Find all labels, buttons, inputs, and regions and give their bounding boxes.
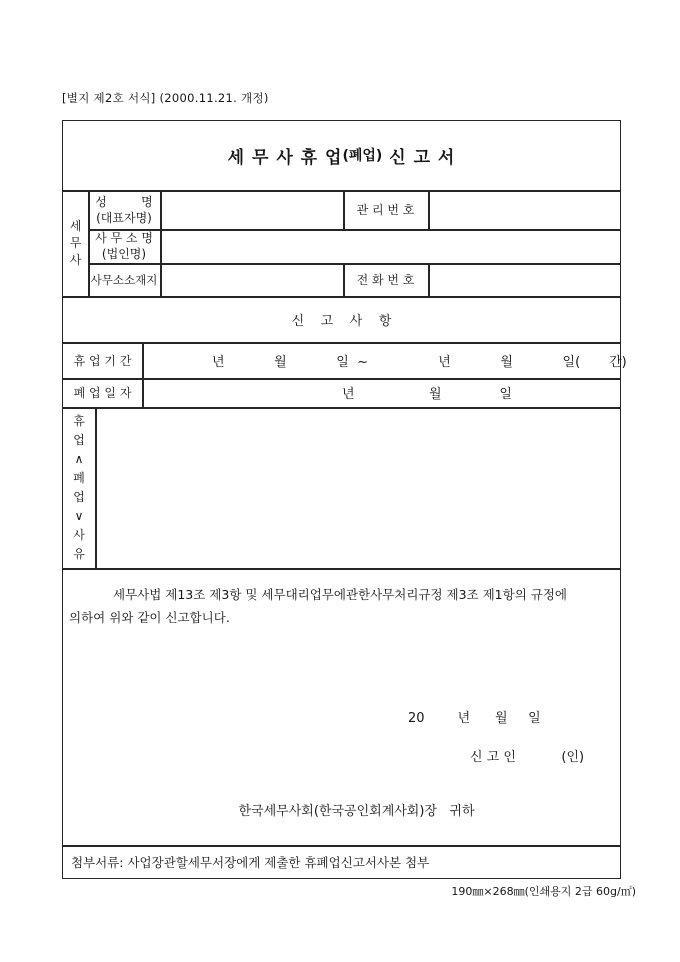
- mgmt-number-value-cell: [428, 190, 620, 229]
- addressee-line: 한국세무사회(한국공인회계사회)장 귀하: [238, 804, 475, 819]
- suspension-period-value: 년 월 일 ~ 년 월 일( 간): [212, 354, 627, 370]
- office-address-label: 사무소소재지: [90, 272, 158, 287]
- suspension-period-label: 휴 업 기 간: [73, 353, 132, 368]
- office-address-value-cell: [160, 263, 343, 296]
- phone-number-label: 전 화 번 호: [356, 273, 415, 287]
- office-name-label-line1: 사 무 소 명: [95, 231, 153, 245]
- office-name-value-cell: [160, 229, 620, 263]
- applicant-group-char: 무: [69, 236, 82, 250]
- form-title-suffix: 신 고 서: [382, 147, 456, 168]
- attachment-note: 첨부서류: 사업장관할세무서장에게 제출한 휴폐업신고서사본 첨부: [71, 855, 430, 870]
- attachment-note-row: [63, 846, 620, 878]
- name-value-cell: [160, 190, 343, 229]
- reason-label-char: 폐: [73, 471, 85, 485]
- grid-line: [63, 568, 620, 570]
- form-title: [63, 121, 620, 189]
- applicant-group-char: 사: [69, 253, 82, 267]
- declaration-statement: [69, 583, 617, 629]
- name-label-line2: (대표자명): [96, 210, 152, 225]
- office-name-label-line2: (법인명): [101, 247, 147, 261]
- form-title-paren: (폐업): [342, 148, 383, 164]
- reason-label: [63, 407, 95, 568]
- reason-label-char: 휴: [73, 414, 85, 428]
- closure-date-value: 년 월 일: [342, 387, 512, 402]
- name-label: [88, 190, 160, 229]
- reason-label-char: 업: [73, 490, 85, 504]
- office-name-label: [88, 229, 160, 263]
- reason-label-char: 업: [73, 433, 85, 447]
- declaration-statement-line1: 세무사법 제13조 제3항 및 세무대리업무에관한사무처리규정 제3조 제1항의 규정에: [113, 587, 567, 602]
- phone-number-value-cell: [428, 263, 620, 296]
- applicant-group-char: 세: [69, 219, 82, 233]
- mgmt-number-label: 관 리 번 호: [356, 203, 415, 217]
- closure-date-label: 폐 업 일 자: [73, 386, 132, 400]
- reason-label-char: ∨: [74, 509, 84, 523]
- name-label-line1: 성 명: [95, 194, 153, 209]
- form-title-main: 세 무 사 휴 업: [227, 147, 343, 168]
- declaration-date-line: 20 년 월 일: [408, 711, 541, 726]
- declaration-statement-line2: 의하여 위와 같이 신고합니다.: [69, 610, 230, 625]
- reason-label-char: 유: [73, 547, 85, 561]
- applicant-rowgroup-label: [63, 190, 88, 296]
- reason-label-char: 사: [73, 528, 85, 542]
- reason-label-char: ∧: [74, 452, 84, 466]
- report-section-header: 신 고 사 항: [291, 313, 392, 329]
- form-outer-box: [62, 120, 627, 879]
- paper-spec-note: 190㎜×268㎜(인쇄용지 2급 60g/㎡): [451, 885, 636, 898]
- form-reference-note: [별지 제2호 서식] (2000.11.21. 개정): [62, 91, 269, 105]
- declarant-signature-line: 신 고 인 (인): [470, 750, 585, 765]
- reason-value-cell: [95, 407, 620, 568]
